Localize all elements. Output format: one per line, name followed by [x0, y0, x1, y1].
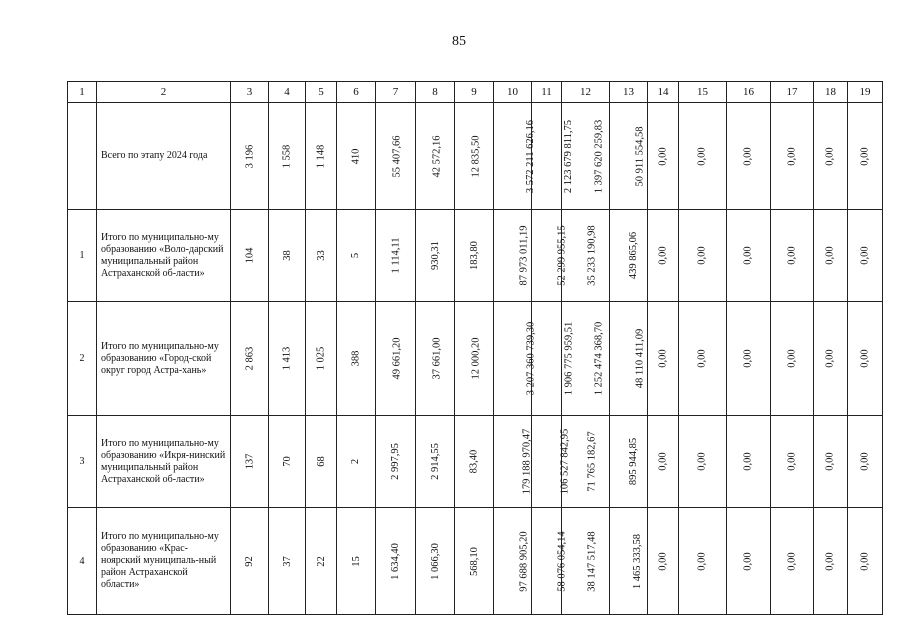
row-name: Итого по муниципально-му образованию «Крас-ноярский муниципаль-ный район Астраханской области»	[97, 508, 231, 615]
cell-value: 0,00	[697, 551, 708, 571]
cell-value: 5	[350, 252, 362, 259]
column-header: 6	[337, 82, 376, 103]
row-name: Итого по муниципально-му образованию «Воло-дарский муниципальный район Астраханской об-ласти»	[97, 210, 231, 302]
column-header: 7	[376, 82, 416, 103]
value-cell	[610, 302, 648, 416]
cell-value: 12 835,50	[470, 135, 482, 177]
value-cell	[231, 210, 269, 302]
value-cell	[494, 103, 537, 210]
cell-value: 1 465 333,58	[632, 533, 644, 589]
value-cell	[648, 103, 679, 210]
cell-value: 3 572 211 626,16	[525, 119, 537, 193]
value-cell	[648, 302, 679, 416]
value-cell	[337, 508, 376, 615]
value-cell	[771, 210, 814, 302]
cell-value: 83,40	[468, 449, 480, 474]
cell-value: 0,00	[657, 452, 669, 471]
column-header: 1	[68, 82, 97, 103]
value-cell	[679, 508, 727, 615]
value-cell	[727, 416, 771, 508]
cell-value: 68	[315, 456, 327, 467]
cell-value: 48 110 411,09	[634, 328, 646, 389]
value-cell	[532, 210, 568, 302]
value-cell	[416, 210, 455, 302]
value-cell	[814, 508, 848, 615]
row-number: 2	[68, 302, 97, 416]
value-cell	[337, 210, 376, 302]
cell-value: 0,00	[825, 246, 836, 265]
cell-value: 1 558	[281, 144, 293, 168]
value-cell	[610, 103, 648, 210]
cell-value: 0,00	[786, 349, 798, 368]
cell-value: 2 914,55	[429, 443, 441, 480]
cell-value: 0,00	[786, 452, 798, 471]
column-header: 17	[771, 82, 814, 103]
page-number: 85	[452, 34, 466, 49]
cell-value: 439 865,06	[628, 231, 640, 280]
column-header: 10	[494, 82, 532, 103]
value-cell	[848, 416, 883, 508]
cell-value: 104	[244, 247, 255, 264]
cell-value: 2	[350, 458, 362, 465]
value-cell	[455, 210, 494, 302]
row-number	[68, 103, 97, 210]
table-row	[68, 210, 883, 302]
value-cell	[494, 302, 537, 416]
column-header: 16	[727, 82, 771, 103]
value-cell	[416, 302, 455, 416]
cell-value: 0,00	[697, 246, 708, 265]
value-cell	[376, 508, 416, 615]
cell-value: 0,00	[825, 551, 836, 571]
cell-value: 895 944,85	[628, 437, 640, 486]
value-cell	[337, 416, 376, 508]
cell-value: 33	[315, 250, 327, 261]
cell-value: 0,00	[697, 452, 708, 471]
cell-value: 3 207 360 739,30	[525, 321, 537, 396]
cell-value: 1 148	[315, 144, 327, 168]
value-cell	[269, 508, 306, 615]
cell-value: 0,00	[859, 551, 871, 571]
cell-value: 0,00	[657, 349, 669, 368]
value-cell	[562, 508, 610, 615]
cell-value: 35 233 190,98	[586, 225, 598, 286]
column-header: 2	[97, 82, 231, 103]
cell-value: 0,00	[657, 551, 669, 571]
value-cell	[848, 302, 883, 416]
value-cell	[648, 508, 679, 615]
value-cell	[231, 508, 269, 615]
cell-value: 0,00	[743, 551, 754, 571]
value-cell	[562, 210, 610, 302]
value-cell	[814, 302, 848, 416]
row-name: Итого по муниципально-му образованию «Икря-нинский муниципальный район Астраханской об-ласти»	[97, 416, 231, 508]
value-cell	[494, 508, 532, 615]
value-cell	[376, 103, 416, 210]
column-header: 5	[306, 82, 337, 103]
cell-value: 50 911 554,58	[634, 126, 646, 186]
value-cell	[494, 416, 532, 508]
value-cell	[416, 508, 455, 615]
value-cell	[648, 210, 679, 302]
cell-value: 38 147 517,48	[586, 530, 598, 592]
cell-value: 0,00	[697, 146, 708, 166]
cell-value: 0,00	[657, 146, 669, 166]
cell-value: 0,00	[825, 349, 836, 368]
value-cell	[679, 210, 727, 302]
cell-value: 71 765 182,67	[586, 431, 598, 492]
cell-value: 0,00	[786, 146, 798, 166]
column-header: 15	[679, 82, 727, 103]
cell-value: 15	[350, 555, 362, 567]
column-header: 8	[416, 82, 455, 103]
cell-value: 0,00	[786, 551, 798, 571]
cell-value: 0,00	[743, 452, 754, 471]
value-cell	[532, 416, 571, 508]
header-row	[68, 82, 883, 103]
value-cell	[306, 103, 337, 210]
cell-value: 92	[244, 555, 255, 567]
value-cell	[727, 103, 771, 210]
value-cell	[494, 210, 532, 302]
value-cell	[771, 508, 814, 615]
cell-value: 137	[244, 453, 255, 470]
value-cell	[679, 302, 727, 416]
cell-value: 0,00	[859, 452, 871, 471]
cell-value: 0,00	[697, 349, 708, 368]
cell-value: 1 025	[315, 346, 327, 371]
value-cell	[532, 508, 568, 615]
cell-value: 37 661,00	[431, 337, 443, 380]
cell-value: 1 114,11	[389, 237, 401, 274]
value-cell	[455, 103, 494, 210]
cell-value: 2 863	[244, 346, 255, 371]
value-cell	[771, 416, 814, 508]
value-cell	[814, 416, 848, 508]
cell-value: 1 252 474 368,70	[593, 321, 605, 396]
value-cell	[231, 103, 269, 210]
cell-value: 388	[350, 350, 362, 367]
value-cell	[814, 103, 848, 210]
table-row	[68, 416, 883, 508]
cell-value: 3 196	[244, 144, 255, 168]
column-header: 19	[848, 82, 883, 103]
value-cell	[269, 416, 306, 508]
cell-value: 37	[281, 555, 293, 567]
value-cell	[376, 302, 416, 416]
value-cell	[416, 416, 455, 508]
cell-value: 0,00	[743, 349, 754, 368]
cell-value: 410	[350, 148, 362, 164]
cell-value: 55 407,66	[391, 135, 403, 177]
table-row	[68, 508, 883, 615]
value-cell	[337, 103, 376, 210]
cell-value: 1 413	[281, 346, 293, 371]
value-cell	[679, 416, 727, 508]
value-cell	[416, 103, 455, 210]
cell-value: 1 634,40	[390, 542, 401, 580]
cell-value: 49 661,20	[391, 337, 403, 380]
value-cell	[610, 508, 648, 615]
value-cell	[771, 103, 814, 210]
column-header: 12	[562, 82, 610, 103]
value-cell	[455, 302, 494, 416]
value-cell	[610, 210, 648, 302]
table-row	[68, 302, 883, 416]
cell-value: 52 299 955,15	[556, 225, 568, 286]
value-cell	[727, 508, 771, 615]
table-row	[68, 103, 883, 210]
cell-value: 0,00	[825, 452, 836, 471]
row-number: 3	[68, 416, 97, 508]
column-header: 9	[455, 82, 494, 103]
cell-value: 1 906 775 959,51	[563, 321, 575, 396]
value-cell	[231, 416, 269, 508]
value-cell	[771, 302, 814, 416]
value-cell	[814, 210, 848, 302]
value-cell	[376, 210, 416, 302]
value-cell	[306, 302, 337, 416]
cell-value: 0,00	[657, 246, 669, 265]
cell-value: 0,00	[859, 246, 871, 265]
cell-value: 0,00	[859, 349, 871, 368]
cell-value: 2 123 679 811,75	[563, 119, 575, 193]
value-cell	[848, 210, 883, 302]
cell-value: 38	[281, 250, 293, 261]
value-cell	[610, 416, 648, 508]
value-cell	[848, 103, 883, 210]
cell-value: 87 973 011,19	[518, 225, 530, 286]
value-cell	[269, 103, 306, 210]
value-cell	[727, 210, 771, 302]
column-header: 4	[269, 82, 306, 103]
value-cell	[679, 103, 727, 210]
value-cell	[306, 416, 337, 508]
value-cell	[269, 302, 306, 416]
cell-value: 106 527 842,95	[559, 428, 571, 495]
cell-value: 0,00	[859, 146, 871, 166]
cell-value: 70	[281, 456, 293, 467]
cell-value: 0,00	[743, 246, 754, 265]
value-cell	[231, 302, 269, 416]
value-cell	[455, 508, 494, 615]
cell-value: 183,80	[468, 241, 480, 270]
column-header: 13	[610, 82, 648, 103]
value-cell	[848, 508, 883, 615]
value-cell	[337, 302, 376, 416]
value-cell	[376, 416, 416, 508]
cell-value: 568,10	[468, 546, 480, 576]
value-cell	[306, 508, 337, 615]
cell-value: 1 066,30	[429, 542, 441, 580]
value-cell	[269, 210, 306, 302]
value-cell	[455, 416, 494, 508]
cell-value: 58 076 054,14	[556, 530, 568, 592]
data-table	[67, 81, 883, 615]
value-cell	[648, 416, 679, 508]
column-header: 11	[532, 82, 562, 103]
row-name: Всего по этапу 2024 года	[97, 103, 231, 210]
value-cell	[727, 302, 771, 416]
cell-value: 42 572,16	[431, 135, 443, 177]
cell-value: 179 188 970,47	[521, 428, 533, 495]
row-name: Итого по муниципально-му образованию «Город-ской округ город Астра-хань»	[97, 302, 231, 416]
cell-value: 930,31	[429, 241, 441, 270]
column-header: 14	[648, 82, 679, 103]
column-header: 3	[231, 82, 269, 103]
cell-value: 1 397 620 259,83	[593, 119, 605, 193]
column-header: 18	[814, 82, 848, 103]
cell-value: 97 688 905,20	[518, 530, 530, 592]
cell-value: 0,00	[743, 146, 754, 166]
row-number: 1	[68, 210, 97, 302]
cell-value: 22	[315, 555, 327, 567]
cell-value: 0,00	[786, 246, 798, 265]
row-number: 4	[68, 508, 97, 615]
cell-value: 0,00	[825, 146, 836, 166]
cell-value: 2 997,95	[390, 443, 401, 480]
cell-value: 12 000,20	[470, 337, 482, 380]
value-cell	[306, 210, 337, 302]
